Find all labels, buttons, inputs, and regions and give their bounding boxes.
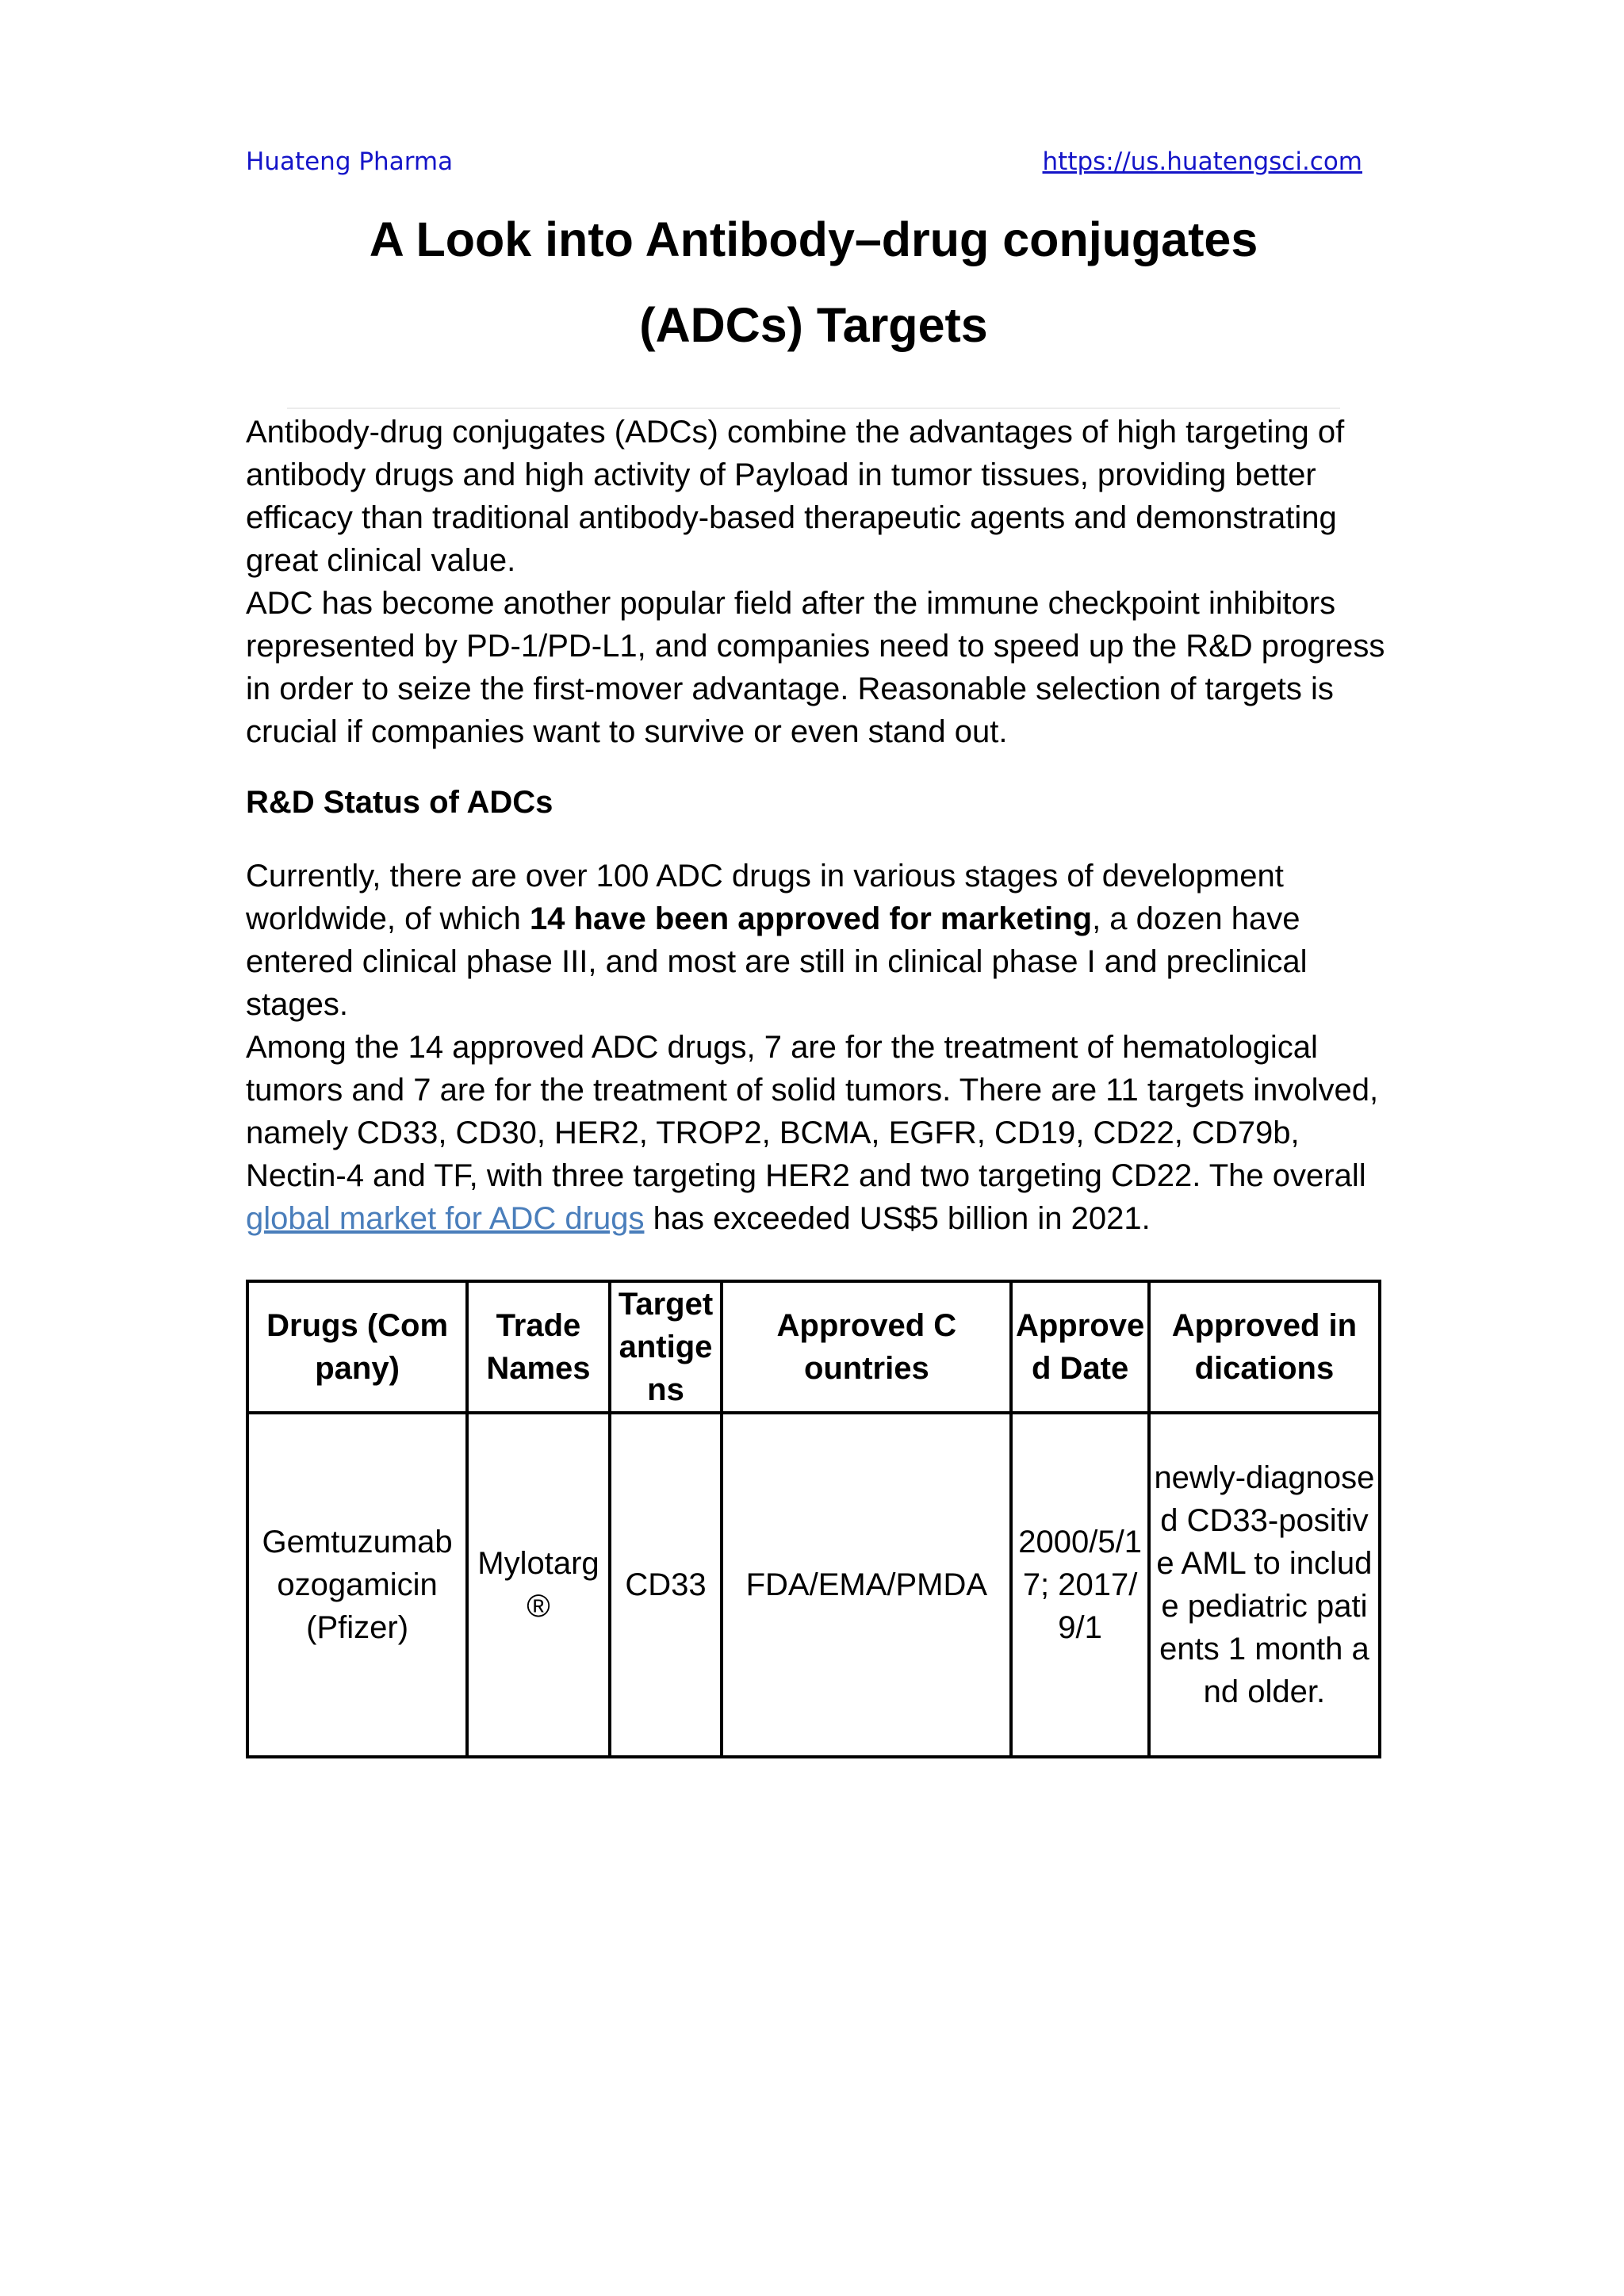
page-title	[246, 197, 1381, 368]
section-paragraph-1-end: , a dozen have entered clinical phase III, and most are still in clinical phase I and preclinical stages.	[246, 901, 1308, 1022]
header-target-antigens: Target antigens	[610, 1281, 722, 1413]
header-approved-countries: Approved Countries	[722, 1281, 1011, 1413]
cell-countries: FDA/EMA/PMDA	[722, 1413, 1011, 1757]
title-divider	[287, 408, 1340, 409]
cell-trade-name: Mylotarg®	[467, 1413, 610, 1757]
header-url-link[interactable]: https://us.huatengsci.com	[1042, 147, 1362, 176]
section-heading: R&D Status of ADCs	[246, 785, 553, 820]
title-line-2: (ADCs) Targets	[639, 298, 988, 352]
approved-count-highlight: 14 have been approved for marketing	[529, 901, 1093, 936]
cell-indications: newly-diagnosed CD33-positive AML to include pediatric patients 1 month and older.	[1149, 1413, 1380, 1757]
global-market-link[interactable]: global market for ADC drugs	[246, 1201, 645, 1236]
title-line-1: A Look into Antibody–drug conjugates	[369, 212, 1258, 266]
intro-paragraph-1: Antibody-drug conjugates (ADCs) combine the advantages of high targeting of antibody drugs and high activity of Payload in tumor tissues, providing better efficacy than traditional antibody-based therapeutic agents and demonstrating great clinical value.	[246, 415, 1345, 578]
section-paragraph-2-end: has exceeded US$5 billion in 2021.	[644, 1201, 1151, 1236]
cell-date: 2000/5/17; 2017/9/1	[1011, 1413, 1148, 1757]
header-approved-date: Approved Date	[1011, 1281, 1148, 1413]
table-header-row	[247, 1281, 1380, 1413]
header-approved-indications: Approved indications	[1149, 1281, 1380, 1413]
intro-paragraph-2: ADC has become another popular field after the immune checkpoint inhibitors represented by PD-1/PD-L1, and companies need to speed up the R&D progress in order to seize the first-mover advantage. Reasonable selection of targets is crucial if companies want to survive or even stand out.	[246, 586, 1385, 749]
section-paragraph-1-start: Currently, there are over 100 ADC drugs in various stages of development worldwide, of which	[246, 859, 1284, 936]
cell-target: CD33	[610, 1413, 722, 1757]
header-drugs: Drugs (Company)	[247, 1281, 467, 1413]
cell-drug: Gemtuzumab ozogamicin (Pfizer)	[247, 1413, 467, 1757]
table-row	[247, 1413, 1380, 1757]
header-trade-names: Trade Names	[467, 1281, 610, 1413]
section-paragraph-2-start: Among the 14 approved ADC drugs, 7 are for the treatment of hematological tumors and 7 are for the treatment of solid tumors. There are 11 targets involved, namely CD33, CD30, HER2, TROP2, BCMA, EGFR, CD19, CD22, CD79b, Nectin-4 and TF, with three targeting HER2 and two targeting CD22. The overall	[246, 1030, 1379, 1193]
intro-text	[246, 411, 1388, 753]
approved-adc-table	[246, 1280, 1381, 1758]
section-text	[246, 855, 1388, 1240]
header-company: Huateng Pharma	[246, 147, 454, 176]
